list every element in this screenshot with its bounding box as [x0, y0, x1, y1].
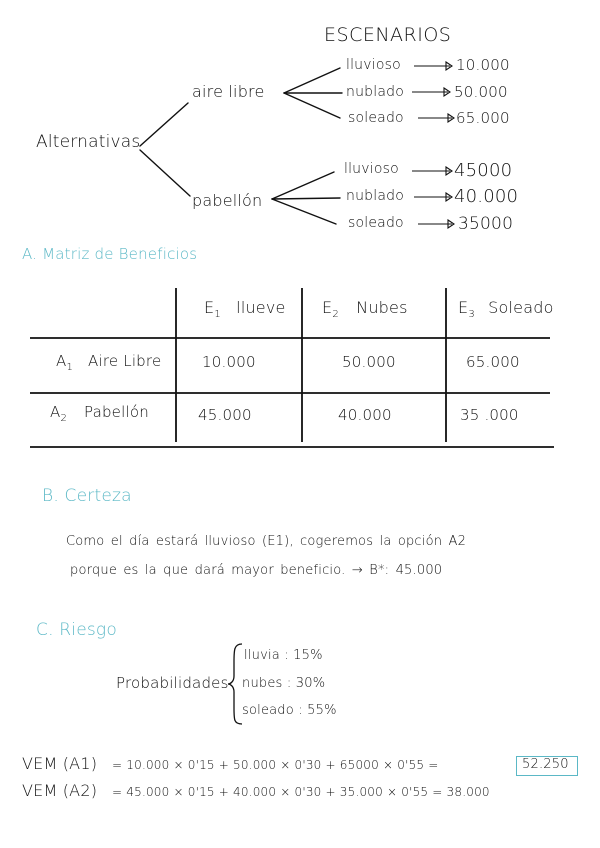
probabilities-label: Probabilidades: [116, 674, 229, 692]
probability-item: lluvia : 15%: [244, 648, 323, 663]
leaf-value: 10.000: [456, 56, 510, 74]
vem-a2-expression: = 45.000 × 0'15 + 40.000 × 0'30 + 35.000 × 0'55 = 38.000: [112, 785, 490, 799]
arrow-icon: [414, 193, 452, 201]
vem-a1-result: 52.250: [522, 757, 569, 772]
vem-a2-label: VEM (A2): [22, 781, 98, 800]
vem-a1-expression: = 10.000 × 0'15 + 50.000 × 0'30 + 65000 × 0'55 =: [112, 758, 439, 772]
certeza-text-line2: porque es la que dará mayor beneficio. → B*: 45.000: [70, 563, 443, 578]
leaf-value: 65.000: [456, 109, 510, 127]
certeza-text-line1: Como el día estará lluvioso (E1), cogeremos la opción A2: [66, 534, 467, 549]
branch-pabellon: pabellón: [192, 191, 263, 210]
table-cell: 10.000: [202, 353, 256, 371]
escenarios-heading: ESCENARIOS: [324, 24, 452, 46]
tree-root: Alternativas: [36, 132, 141, 152]
section-c-title: C. Riesgo: [36, 620, 117, 640]
table-cell: 45.000: [198, 406, 252, 424]
arrow-icon: [418, 220, 454, 228]
table-cell: 50.000: [342, 353, 396, 371]
arrow-icon: [418, 114, 454, 122]
probability-item: soleado : 55%: [242, 703, 337, 718]
leaf-scenario: soleado: [348, 215, 404, 231]
table-cell: 65.000: [466, 353, 520, 371]
table-row-label-a1: $A_1$ Aire Libre: [56, 352, 162, 373]
leaf-scenario: lluvioso: [346, 57, 401, 73]
table-header-e2: $E_2$ Nubes: [322, 298, 408, 321]
arrow-icon: [412, 88, 450, 96]
leaf-scenario: soleado: [348, 110, 404, 126]
leaf-value: 35000: [458, 214, 514, 234]
branch-aire-libre: aire libre: [192, 82, 265, 101]
arrow-icon: [412, 167, 452, 175]
section-b-title: B. Certeza: [42, 486, 132, 506]
probability-item: nubes : 30%: [242, 676, 326, 691]
table-cell: 35 .000: [460, 406, 519, 424]
table-cell: 40.000: [338, 406, 392, 424]
leaf-scenario: lluvioso: [344, 161, 399, 177]
leaf-scenario: nublado: [346, 188, 404, 204]
leaf-value: 45000: [454, 160, 513, 181]
vem-a1-label: VEM (A1): [22, 754, 98, 773]
leaf-value: 40.000: [454, 186, 519, 207]
leaf-scenario: nublado: [346, 84, 404, 100]
table-row-label-a2: $A_2$ Pabellón: [50, 403, 149, 424]
table-header-e1: $E_1$ llueve: [204, 298, 286, 321]
arrow-icon: [414, 62, 452, 70]
section-a-title: A. Matriz de Beneficios: [22, 245, 198, 263]
table-header-e3: $E_3$ Soleado: [458, 298, 554, 321]
leaf-value: 50.000: [454, 83, 508, 101]
